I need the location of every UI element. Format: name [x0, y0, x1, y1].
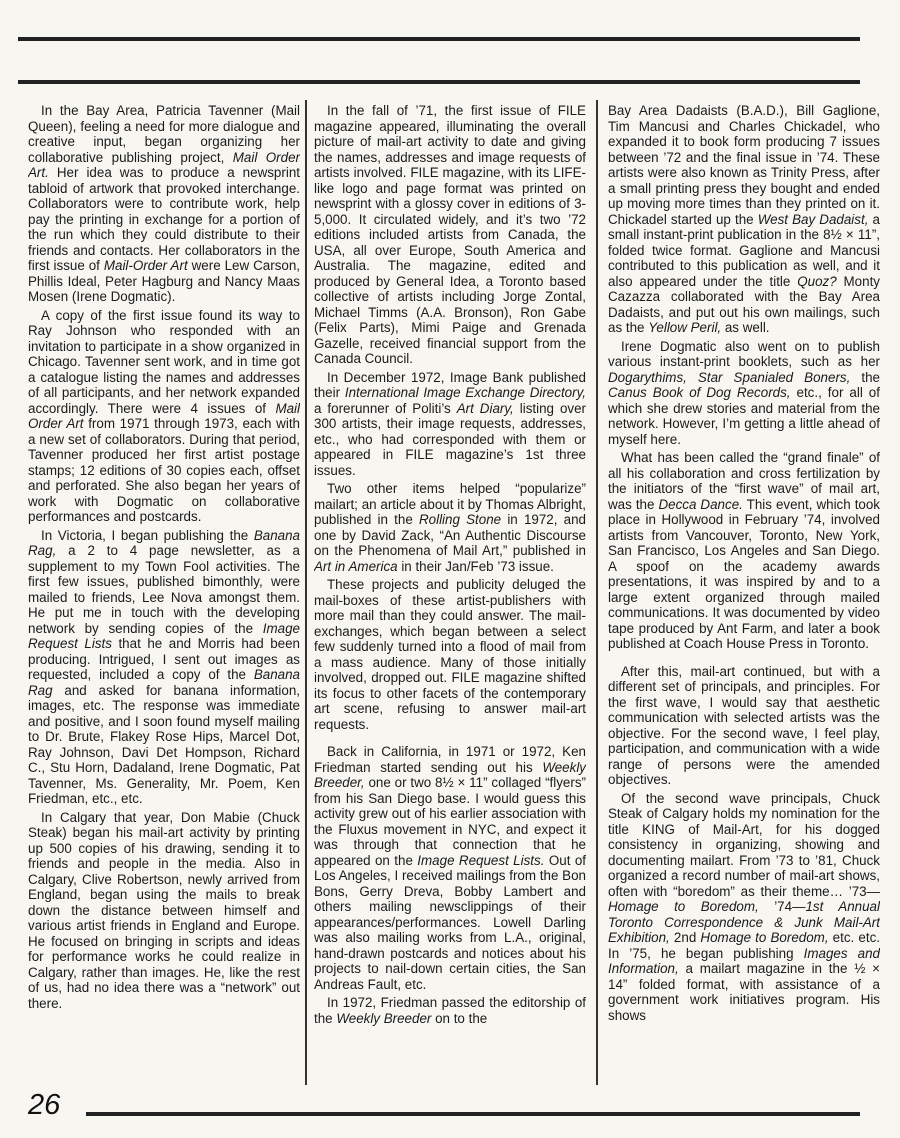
italic-title: International Image Exchange Directory,: [344, 385, 586, 400]
italic-title: Mail-Order Art: [103, 258, 188, 273]
italic-title: Image Request Lists.: [417, 852, 545, 868]
paragraph: [608, 103, 880, 336]
paragraph: [314, 481, 586, 574]
italic-title: Art Diary,: [456, 400, 514, 416]
italic-title: Weekly Breeder: [336, 1010, 432, 1026]
text-run: ’74—: [758, 899, 806, 914]
text-run: These projects and publicity deluged the mail-boxes of these artist-publishers with more mail than they could answer. The mail-exchanges, which began between a select few suddenly turned into a flood of mail from a mass audience. Many of those initially involved, dropped out. FILE magazine shifted its focus to other facets of the contemporary art scene, refusing to answer mail-art requests.: [314, 577, 586, 732]
header-rule-bottom: [18, 80, 860, 84]
text-run: were Lew Carson, Phillis Ideal, Peter Hagburg and Nancy Maas Mosen (Irene Dogmatic).: [28, 258, 300, 304]
text-run: and asked for banana information, images, etc. The response was immediate and positive, and I soon found myself mailing to Dr. Brute, Flakey Rose Hips, Marcel Dot, Ray Johnson, Davi Det Hompson, Richard C., Stu Horn, Dadaland, Irene Dogmatic, Pat Tavenner, Ms. Generality, Mr. Poem, Ken Friedman, etc., etc.: [28, 682, 300, 806]
paragraph: [28, 103, 300, 305]
text-run: in 1972, and one by David Zack, “An Authentic Discourse on the Phenomena of Mail Art,” published in: [314, 512, 586, 558]
text-run: Irene Dogmatic also went on to publish various instant-print booklets, such as her: [608, 338, 880, 369]
text-run: A copy of the first issue found its way to Ray Johnson who responded with an invitation to participate in a show organized in Chicago. Tavenner sent work, and in time got a catalogue listing the names and addresses of all participants, and her network expanded accordingly. There were 4 issues of: [28, 307, 300, 416]
text-run: Out of Los Angeles, I received mailings from the Bon Bons, Gerry Dreva, Bobby Lambert and others mailing newsclippings of their appearances/performances. Lowell Darling was also mailing works from L.A., original, hand-drawn postcards and notices about his projects to nail-down certain cities, the San Andreas Fault, etc.: [314, 852, 586, 992]
paragraph: [314, 370, 586, 479]
text-run: Of the second wave principals, Chuck Steak of Calgary holds my nomination for the title KING of Mail-Art, for his dogged consistency in organizing, showing and documenting mailart. From ’73 to ’81, Chuck organized a record number of mail-art shows, often with “boredom” as their theme… ’73—: [608, 790, 880, 899]
text-run: Back in California, in 1971 or 1972, Ken Friedman started sending out his: [314, 744, 586, 775]
paragraph: [608, 450, 880, 652]
text-run: Monty Cazazza collaborated with the Bay Area Dadaists, and put out his own mailings, such as the: [608, 273, 880, 335]
italic-title: Yellow Peril,: [648, 320, 722, 335]
italic-title: Images and Information,: [608, 945, 880, 976]
text-run: Two other items helped “popularize” mailart; an article about it by Thomas Albright, published in the: [314, 481, 586, 527]
text-run: In December 1972, Image Bank published their: [314, 369, 586, 400]
text-run: from 1971 through 1973, each with a new set of collaborators. During that period, Tavenner produced her first artist postage stamps; 12 editions of 30 copies each, offset and perforated. She also began her years of work with Dogmatic on collaborative performances and postcards.: [28, 416, 300, 524]
column-divider-2: [596, 100, 598, 1085]
paragraph: [314, 103, 586, 367]
text-run: a forerunner of Politi’s: [314, 400, 457, 416]
text-run: In the Bay Area, Patricia Tavenner (Mail Queen), feeling a need for more dialogue and creative input, began organizing her collaborative publishing project,: [28, 103, 300, 165]
italic-title: Quoz?: [797, 273, 837, 289]
column-divider-1: [305, 100, 307, 1085]
text-run: After this, mail-art continued, but with a different set of principals, and principles. For the first wave, I would say that aesthetic communication with selected artists was the objective. For the second wave, I feel play, participation, and communication with a wide range of persons were the amended objectives.: [608, 663, 880, 787]
text-run: a small instant-print publication in the 8½ × 11”, folded twice format. Gaglione and Mancusi contributed to this publication as well, and it also appeared under the title: [608, 211, 880, 289]
text-run: on to the: [431, 1010, 488, 1026]
italic-title: Banana Rag: [28, 667, 300, 698]
paragraph: [28, 810, 300, 1012]
italic-title: Homage to Boredom,: [608, 899, 759, 914]
text-run: that he and Morris had been producing. Intrigued, I sent out images as requested, included a copy of the: [28, 636, 300, 682]
italic-title: Homage to Boredom,: [700, 930, 829, 945]
text-run: What has been called the “grand finale” of all his collaboration and cross fertilization by the initiators of the “first wave” of mail art, was the: [608, 450, 880, 512]
italic-title: Weekly Breeder,: [314, 759, 586, 790]
italic-title: 1st Annual Toronto Correspondence & Junk Mail-Art Exhibition,: [608, 899, 880, 945]
italic-title: Rolling Stone: [418, 512, 502, 527]
italic-title: Decca Dance.: [658, 496, 743, 512]
text-run: In 1972, Friedman passed the editorship of the: [314, 995, 586, 1026]
text-run: In Victoria, I began publishing the: [41, 527, 254, 543]
paragraph: [314, 577, 586, 732]
paragraph: [314, 744, 586, 992]
italic-title: Banana Rag,: [28, 527, 300, 558]
italic-title: Mail Order Art.: [28, 149, 300, 180]
italic-title: Art in America: [314, 558, 398, 574]
text-run: Bay Area Dadaists (B.A.D.), Bill Gaglione, Tim Mancusi and Charles Chickadel, who expanded it to book form producing 7 issues between ’72 and the final issue in ’74. These artists were also known as Trinity Press, after a small printing press they bought and ended up moving more times than they printed on it. Chickadel started up the: [608, 103, 880, 227]
paragraph: [608, 339, 880, 448]
italic-title: Image Request Lists: [28, 620, 300, 651]
text-column-3: [608, 103, 880, 1085]
text-run: a mailart magazine in the ½ × 14” folded format, with assistance of a government work initiatives program. His shows: [608, 961, 880, 1023]
paragraph: [28, 308, 300, 525]
italic-title: Dogarythims, Star Spanialed Boners,: [608, 369, 851, 385]
text-run: etc. etc. In ’75, he began publishing: [608, 930, 880, 961]
text-run: In the fall of ’71, the first issue of FILE magazine appeared, illuminating the overall picture of mail-art activity to date and giving the names, addresses and image requests of artists involved. FILE magazine, with its LIFE-like logo and page format was printed on newsprint with a glossy cover in editions of 3-5,000. It circulated widely, and it’s two ’72 editions included artists from Canada, the USA, all over Europe, South America and Australia. The magazine, edited and produced by General Idea, a Toronto based collective of artists including Jorge Zontal, Michael Timms (A.A. Bronson), Ron Gabe (Felix Parts), Mimi Paige and Grenada Gazelle, received financial support from the Canada Council.: [314, 103, 586, 366]
italic-title: Mail Order Art: [28, 400, 300, 431]
text-run: in their Jan/Feb ’73 issue.: [397, 558, 554, 574]
text-run: the: [850, 369, 880, 385]
text-run: a 2 to 4 page newsletter, as a supplement to my Town Fool activities. The first few issues, published bimonthly, were mailed to friends, Lee Nova amongst them. He put me in touch with the developing network by sending copies of the: [28, 543, 300, 636]
italic-title: West Bay Dadaist,: [757, 211, 869, 227]
text-run: In Calgary that year, Don Mabie (Chuck Steak) began his mail-art activity by printing up 500 copies of his drawing, sending it to friends and people in the media. Also in Calgary, Clive Robertson, newly arrived from England, began using the mails to break down the distance between himself and various artist friends in England and Europe. He focused on bringing in scripts and ideas for performance works he could realize in Calgary, rather than images. He, like the rest of us, had no idea there was a “network” out there.: [28, 809, 300, 1011]
paragraph: [314, 995, 586, 1026]
paragraph: [28, 528, 300, 807]
page-number: 26: [28, 1089, 61, 1121]
text-run: etc., for all of which she drew stories and material from the network. However, I’m getting a little ahead of myself here.: [608, 385, 880, 447]
text-run: as well.: [721, 320, 770, 335]
text-run: listing over 300 artists, their image requests, addresses, etc., who had corresponded with them or appeared in FILE magazine’s 1st three issues.: [314, 400, 586, 478]
italic-title: Canus Book of Dog Records,: [608, 385, 791, 400]
text-column-1: [28, 103, 300, 1085]
paragraph: [608, 664, 880, 788]
footer-rule: [86, 1112, 860, 1116]
header-rule-top: [18, 37, 860, 41]
text-run: 2nd: [669, 930, 701, 945]
text-run: Her idea was to produce a newsprint tabloid of artwork that provoked interchange. Collaborators were to contribute work, help pay the printing in exchange for a portion of the run which they could distribute to their friends and contacts. Her collaborators in the first issue of: [28, 165, 300, 273]
text-run: one or two 8½ × 11” collaged “flyers” from his San Diego base. I would guess this activity grew out of his earlier association with the Fluxus movement in NYC, and expect it was through that connection that he appeared on the: [314, 775, 586, 868]
text-column-2: [314, 103, 586, 1085]
paragraph: [608, 791, 880, 1024]
text-run: This event, which took place in Hollywood in February ’74, involved artists from Vancouver, Toronto, New York, San Francisco, Los Angeles and San Diego. A spoof on the academy awards presentations, it was inspired by and to a large extent organized through mailed communications. It was documented by video tape produced by Ant Farm, and later a book published at Coach House Press in Toronto.: [608, 496, 880, 651]
